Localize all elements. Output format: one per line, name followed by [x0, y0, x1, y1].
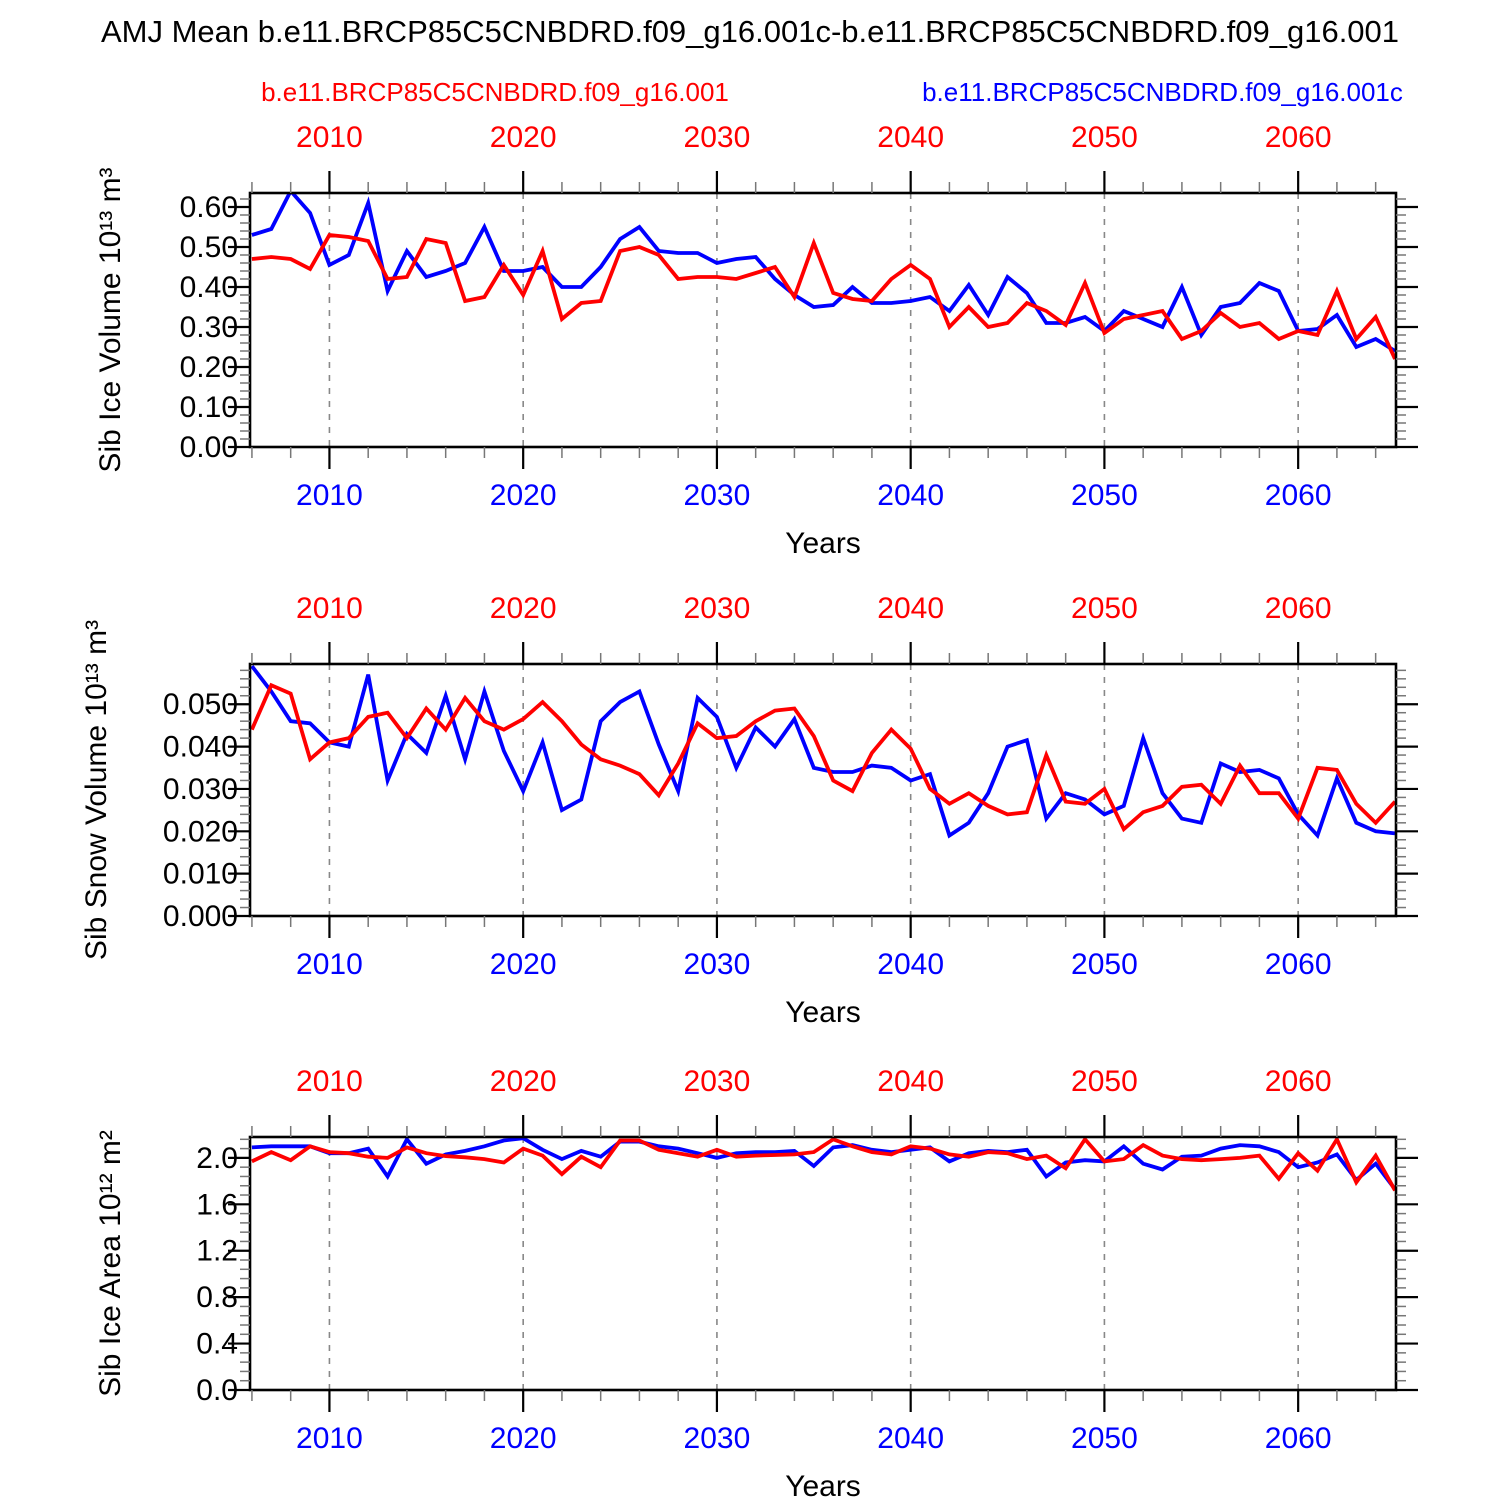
x-tick-label-bottom: 2050 — [1071, 479, 1138, 512]
series-blue-panel-2 — [252, 666, 1395, 835]
y-tick-label: 0.0 — [196, 1374, 238, 1407]
legend-label-blue: b.e11.BRCP85C5CNBDRD.f09_g16.001c — [922, 77, 1403, 107]
x-tick-label-bottom: 2030 — [683, 948, 751, 981]
x-tick-label-bottom: 2030 — [683, 1422, 751, 1455]
y-tick-label: 0.40 — [179, 271, 238, 304]
y-tick-label: 0.00 — [179, 431, 238, 464]
x-tick-label-top: 2020 — [489, 1065, 557, 1098]
y-tick-label: 0.60 — [179, 191, 238, 224]
x-tick-label-top: 2050 — [1071, 592, 1138, 625]
panel-1 — [94, 121, 1418, 560]
x-tick-label-bottom: 2050 — [1071, 948, 1138, 981]
x-tick-label-top: 2060 — [1264, 1065, 1332, 1098]
x-tick-label-bottom: 2020 — [489, 479, 557, 512]
y-tick-label: 1.2 — [196, 1234, 238, 1268]
y-tick-label: 0.030 — [162, 772, 238, 806]
y-tick-label: 0.8 — [196, 1281, 238, 1315]
y-tick-label: 0.040 — [162, 730, 238, 764]
x-axis-label-panel-3: Years — [785, 1470, 861, 1500]
x-tick-label-top: 2040 — [877, 592, 945, 625]
x-tick-label-top: 2040 — [877, 121, 945, 154]
x-tick-label-top: 2020 — [489, 121, 557, 154]
x-tick-label-top: 2060 — [1264, 592, 1332, 625]
x-tick-label-bottom: 2060 — [1264, 479, 1332, 512]
x-tick-label-bottom: 2010 — [296, 479, 363, 512]
y-axis-label-panel-3: Sib Ice Area 10¹² m² — [94, 1130, 127, 1397]
y-tick-label: 0.000 — [162, 900, 238, 933]
y-tick-label: 0.30 — [179, 311, 238, 344]
x-tick-label-top: 2040 — [877, 1065, 945, 1098]
y-tick-label: 0.10 — [179, 391, 238, 424]
plot-box-panel-2 — [250, 664, 1396, 916]
y-tick-label: 0.50 — [179, 231, 238, 264]
x-tick-label-bottom: 2020 — [489, 1422, 557, 1455]
x-tick-label-bottom: 2040 — [877, 479, 945, 512]
series-red-panel-2 — [252, 685, 1395, 829]
plot-box-panel-1 — [250, 193, 1396, 447]
x-tick-label-top: 2030 — [683, 121, 751, 154]
y-tick-label: 0.050 — [162, 688, 238, 722]
x-tick-label-bottom: 2010 — [296, 948, 363, 981]
y-tick-label: 0.010 — [162, 857, 238, 891]
ticks-panel-2 — [228, 642, 1418, 938]
ticks-panel-1 — [228, 171, 1418, 469]
y-axis-label-panel-2: Sib Snow Volume 10¹³ m³ — [80, 619, 113, 961]
x-tick-label-top: 2020 — [489, 592, 557, 625]
series-red-panel-1 — [252, 235, 1395, 359]
y-tick-label: 0.20 — [179, 351, 238, 384]
plot-box-panel-3 — [250, 1137, 1396, 1390]
y-tick-label: 1.6 — [196, 1188, 238, 1222]
x-tick-label-top: 2010 — [296, 1065, 363, 1098]
x-tick-label-bottom: 2040 — [877, 1422, 945, 1455]
x-tick-label-bottom: 2060 — [1264, 1422, 1332, 1455]
x-tick-label-bottom: 2060 — [1264, 948, 1332, 981]
x-tick-label-bottom: 2050 — [1071, 1422, 1138, 1455]
y-tick-label: 0.020 — [162, 815, 238, 849]
x-tick-label-top: 2030 — [683, 592, 751, 625]
y-tick-label: 0.4 — [196, 1327, 238, 1361]
x-tick-label-bottom: 2040 — [877, 948, 945, 981]
x-tick-label-bottom: 2020 — [489, 948, 557, 981]
x-tick-label-top: 2010 — [296, 121, 363, 154]
y-tick-label: 2.0 — [196, 1141, 238, 1175]
x-tick-label-top: 2050 — [1071, 121, 1138, 154]
y-axis-label-panel-1: Sib Ice Volume 10¹³ m³ — [94, 167, 127, 473]
panel-3 — [94, 1065, 1418, 1500]
x-axis-label-panel-2: Years — [785, 996, 861, 1029]
x-tick-label-bottom: 2010 — [296, 1422, 363, 1455]
x-tick-label-top: 2010 — [296, 592, 363, 625]
panel-2 — [80, 592, 1418, 1029]
x-axis-label-panel-1: Years — [785, 527, 861, 560]
x-tick-label-top: 2060 — [1264, 121, 1332, 154]
page-title: AMJ Mean b.e11.BRCP85C5CNBDRD.f09_g16.001c-b.e11.BRCP85C5CNBDRD.f09_g16.001 — [100, 14, 1400, 49]
x-tick-label-bottom: 2030 — [683, 479, 751, 512]
x-tick-label-top: 2030 — [683, 1065, 751, 1098]
x-tick-label-top: 2050 — [1071, 1065, 1138, 1098]
legend-label-red: b.e11.BRCP85C5CNBDRD.f09_g16.001 — [261, 77, 729, 107]
